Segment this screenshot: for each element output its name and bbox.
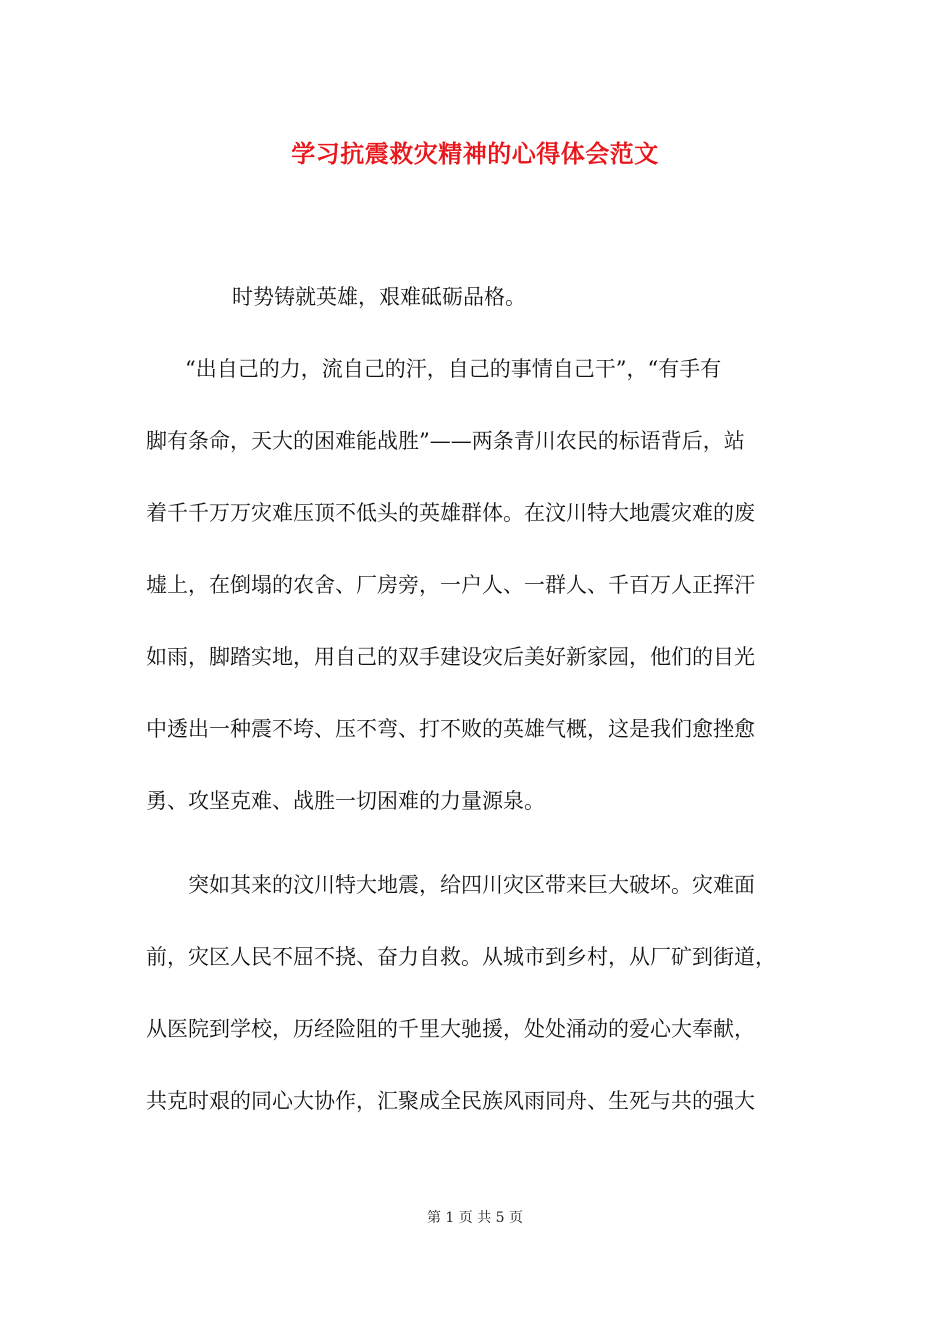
paragraph-2-line-5: 如雨，脚踏实地，用自己的双手建设灾后美好新家园，他们的目光 — [146, 645, 755, 669]
paragraph-2-line-6: 中透出一种震不垮、压不弯、打不败的英雄气概，这是我们愈挫愈 — [146, 717, 755, 741]
paragraph-2-line-4: 墟上，在倒塌的农舍、厂房旁，一户人、一群人、千百万人正挥汗 — [146, 573, 755, 597]
page-number: 第 1 页 共 5 页 — [426, 1210, 524, 1226]
paragraph-2-line-7: 勇、攻坚克难、战胜一切困难的力量源泉。 — [146, 789, 545, 813]
paragraph-2-line-3: 着千千万万灾难压顶不低头的英雄群体。在汶川特大地震灾难的废 — [146, 501, 755, 525]
document-title: 学习抗震救灾精神的心得体会范文 — [291, 139, 659, 168]
paragraph-3-line-3: 从医院到学校，历经险阻的千里大驰援，处处涌动的爱心大奉献， — [146, 1017, 755, 1041]
paragraph-3-line-2: 前，灾区人民不屈不挠、奋力自救。从城市到乡村，从厂矿到街道， — [146, 945, 776, 969]
paragraph-3-line-4: 共克时艰的同心大协作，汇聚成全民族风雨同舟、生死与共的强大 — [146, 1089, 755, 1113]
paragraph-2-line-1: “出自己的力，流自己的汗，自己的事情自己干”，“有手有 — [185, 357, 722, 381]
paragraph-2-line-2: 脚有条命，天大的困难能战胜”——两条青川农民的标语背后，站 — [146, 429, 745, 453]
paragraph-1-line-1: 时势铸就英雄，艰难砥砺品格。 — [232, 285, 526, 309]
paragraph-3-line-1: 突如其来的汶川特大地震，给四川灾区带来巨大破坏。灾难面 — [188, 873, 755, 897]
